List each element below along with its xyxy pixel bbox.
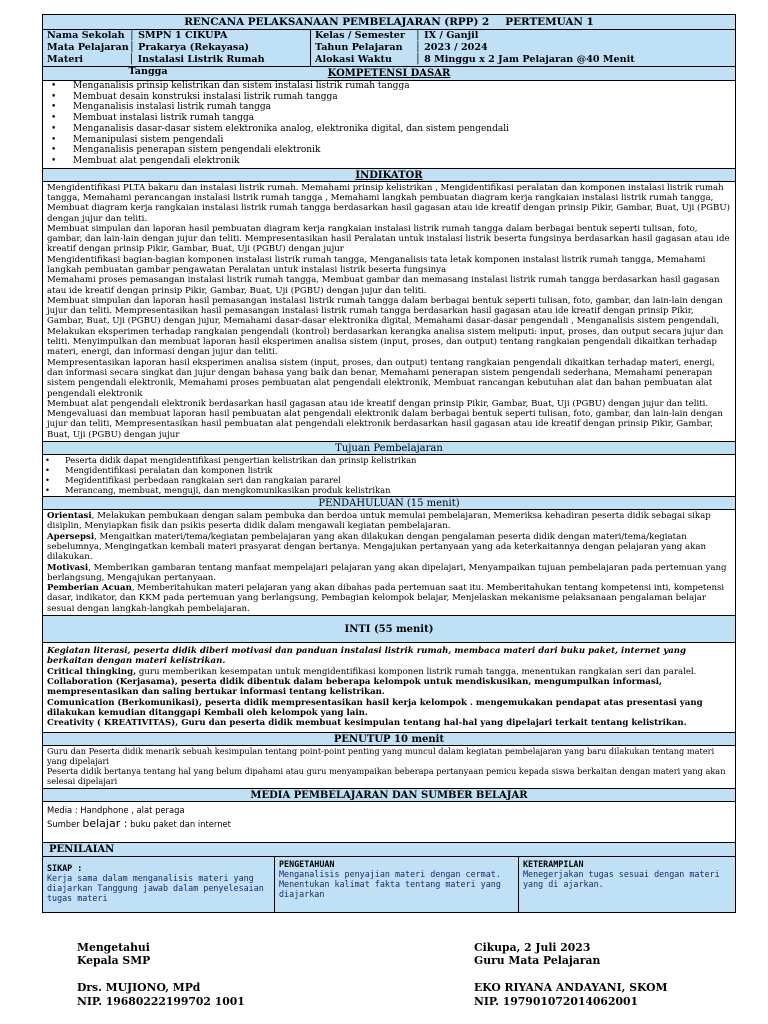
inti-creativity: Creativity ( KREATIVITAS), Guru dan peserta didik membuat kesimpulan tentang hal-hal yang dipelajari terkait tentang kelistrikan. (47, 718, 687, 729)
indikator-body (43, 182, 735, 441)
teacher-name: EKO RIYANA ANDAYANI, SKOM (474, 981, 668, 995)
identity-row: Materi │ Instalasi Listrik Rumah Tangga (47, 54, 265, 77)
inti-collaboration: Collaboration (Kerjasama), peserta didik dibentuk dalam beberapa kelompok untuk mendiskusikan, mengumpulkan informasi, mempresentasikan dan saling bertukar informasi tentang kelistrikan. (47, 676, 662, 698)
document-header (43, 15, 735, 30)
list-item: • Megidentifikasi perbedaan rangkaian seri dan rangkaian pararel (45, 475, 735, 485)
kompetensi-dasar-heading: KOMPETENSI DASAR (43, 67, 735, 81)
media-heading: MEDIA PEMBELAJARAN DAN SUMBER BELAJAR (43, 788, 735, 802)
identity-row: Alokasi Waktu │ 8 Minggu x 2 Jam Pelajaran @40 Menit (315, 54, 635, 65)
identity-row: Nama Sekolah │ SMPN 1 CIKUPA (47, 30, 228, 41)
indikator-heading: INDIKATOR (43, 168, 735, 182)
pendahuluan-item: Orientasi, Melakukan pembukaan dengan salam pembuka dan berdoa untuk memulai pembelajaran, Memeriksa kehadiran peserta didik sebagai sikap disiplin, Menyiapkan fisik dan psikis peserta didik dalam mengawali kegiatan pembelajaran. (47, 511, 711, 532)
inti-literasi: Kegiatan literasi, peserta didik diberi motivasi dan panduan instalasi listrik rumah, membaca materi dari buku paket, internet yang berkaitan dengan materi kelistrikan. (47, 646, 687, 667)
indikator-paragraph: Membuat alat pengendali elektronik berdasarkan hasil gagasan atau ide kreatif dengan prinsip Pikir, Gambar, Buat, Uji (PGBU) dengan jujur dan teliti. Mengevaluasi dan membuat laporan hasil pembuatan alat pengendali elektronik dalam berbagai bentuk seperti tulisan, foto, gambar, dan lain-lain dengan jujur dan teliti, Mempresentasikan hasil pembuatan alat pengendali elektronik berdasarkan hasil gagasan atau ide kreatif dengan prinsip Pikir, Gambar, Buat, Uji (PGBU) dengan jujur (47, 398, 723, 440)
identity-row: Kelas / Semester │ IX / Ganjil (315, 30, 479, 41)
inti-body (43, 643, 735, 732)
pendahuluan-item: Pemberian Acuan, Memberitahukan materi pelajaran yang akan dibahas pada pertemuan saat itu. Memberitahukan tentang kompetensi inti, kompetensi dasar, indikator, dan KKM pada pertemuan yang berlangsung, Pembagian kelompok belajar, Menjelaskan mekanisme pelaksanaan pengalaman belajar sesuai dengan langkah-langkah pembelajaran. (47, 583, 725, 614)
list-item: • Merancang, membuat, menguji, dan mengkomunikasikan produk kelistrikan (45, 485, 735, 495)
rpp-document (42, 14, 736, 913)
sumber-line: Sumber belajar : buku paket dan internet (47, 816, 231, 830)
keterampilan-title: KETERAMPILAN (523, 858, 584, 869)
identity-row: Mata Pelajaran │ Prakarya (Rekayasa) (47, 42, 250, 53)
penutup-body (43, 746, 735, 787)
list-item: • Membuat instalasi listrik rumah tangga (51, 113, 735, 124)
penilaian-pengetahuan (275, 857, 519, 912)
penilaian-sikap (43, 857, 275, 912)
inti-critical: Critical thingking, guru memberikan kesempatan untuk mengidentifikasi komponen listrik rumah tangga, menentukan rangkaian seri dan paralel. (47, 666, 697, 677)
list-item: • Menganalisis prinsip kelistrikan dan sistem instalasi listrik rumah tangga (51, 81, 735, 92)
pendahuluan-item: Motivasi, Memberikan gambaran tentang manfaat mempelajari pelajaran yang akan dipelajari, Menyampaikan tujuan pembelajaran pada pertemuan yang berlangsung, Mengajukan pertanyaan. (47, 562, 727, 583)
indikator-paragraph: Mempresentasikan laporan hasil eksperimen analisa sistem (input, proses, dan output) tentang rangkaian pengendali dikaitkan terhadap materi, energi, dan informasi secara singkat dan jujur dengan bahasa yang baik dan benar, Memahami penerapan sistem pengendali sederhana, Memahami penerapan sistem pengendali elektronik, Memahami proses pembuatan alat pengendali elektronik, Membuat rancangan kebutuhan alat dan bahan pembuatan alat pengendali elektronik (47, 357, 715, 399)
penutup-paragraph: Peserta didik bertanya tentang hal yang belum dipahami atau guru menyampaikan beberapa pertanyaan pemicu kepada siswa berkaitan dengan materi yang akan selesai dipelajari (47, 765, 726, 786)
indikator-paragraph: Membuat simpulan dan laporan hasil pembuatan diagram kerja rangkaian instalasi listrik rumah tangga dalam berbagai bentuk seperti tulisan, foto, gambar, dan lain-lain dengan jujur dan teliti. Mempresentasikan hasil Peralatan untuk instalasi listrik beserta fungsinya berdasarkan hasil gagasan atau ide kreatif dengan prinsip Pikir, Gambar, Buat, Uji (PGBU) dengan jujur (47, 223, 730, 255)
sikap-title: SIKAP : (47, 862, 83, 873)
inti-heading: INTI (55 menit) (43, 615, 735, 643)
pengetahuan-text: Menganalisis penyajian materi dengan cermat. (279, 868, 501, 879)
pendahuluan-heading: PENDAHULUAN (15 menit) (43, 496, 735, 510)
tujuan-list (43, 455, 735, 496)
media-body (43, 802, 735, 842)
keterampilan-text: Menegerjakan tugas sesuai dengan materi yang di ajarkan. (523, 868, 720, 889)
pengetahuan-text: Menentukan kalimat fakta tentang materi yang diajarkan (279, 878, 501, 899)
list-item: • Membuat alat pengendali elektronik (51, 156, 735, 167)
sikap-text: Kerja sama dalam menganalisis materi yang diajarkan Tanggung jawab dalam penyelesaian tugas materi (47, 872, 264, 903)
pengetahuan-title: PENGETAHUAN (279, 858, 335, 869)
indikator-paragraph: Mengidentifikasi bagian-bagian komponen instalasi listrik rumah tangga, Menganalisis tata letak komponen instalasi listrik rumah tangga, Memahami langkah pembuatan gambar pengawatan Peralatan untuk instalasi listrik beserta fungsinya (47, 254, 706, 275)
teacher-nip: NIP. 197901072014062001 (474, 994, 638, 1008)
penutup-heading: PENUTUP 10 menit (43, 732, 735, 746)
list-item: • Memanipulasi sistem pengendali (51, 135, 735, 146)
inti-communication: Comunication (Berkomunikasi), peserta didik mempresentasikan hasil kerja kelompok . mengemukakan pendapat atas presentasi yang dilakukan kemudian ditanggapi Kembali oleh kelompok yang lain. (47, 697, 703, 718)
tujuan-heading: Tujuan Pembelajaran (43, 441, 735, 455)
pendahuluan-body (43, 510, 735, 615)
signature-right: Cikupa, 2 Juli 2023 Guru Mata Pelajaran EKO RIYANA ANDAYANI, SKOM NIP. 197901072014062001 (474, 941, 668, 1008)
indikator-paragraph: Memahami proses pemasangan instalasi listrik rumah tangga, Membuat gambar dan memasang instalasi listrik rumah tangga berdasarkan hasil gagasan atau ide kreatif dengan prinsip Pikir, Gambar, Buat, Uji (PGBU) dengan jujur dan teliti. (47, 275, 720, 296)
penilaian-heading: PENILAIAN (43, 842, 735, 856)
identity-right (311, 30, 639, 66)
list-item: • Menganalisis penerapan sistem pengendali elektronik (51, 145, 735, 156)
identity-left (43, 30, 311, 77)
principal-nip: NIP. 19680222199702 1001 (77, 994, 245, 1008)
kompetensi-dasar-list (43, 81, 735, 168)
meeting-label: PERTEMUAN 1 (505, 16, 594, 28)
list-item: • Mengidentifikasi peralatan dan komponen listrik (45, 465, 735, 475)
penilaian-grid (43, 856, 735, 912)
indikator-paragraph: Mengidentifikasi PLTA bakaru dan instalasi listrik rumah. Memahami prinsip kelistrikan , Mengidentifikasi peralatan dan komponen instalasi listrik rumah tangga, Memahami perancangan instalasi listrik rumah tangga , Memahami langkah pembuatan diagram kerja rangkaian instalasi listrik rumah tangga, Membuat diagram kerja rangkaian instalasi listrik rumah tangga berdasarkan hasil gagasan atau ide kreatif dengan prinsip Pikir, Gambar, Buat, Uji (PGBU) dengan jujur dan teliti. (47, 182, 730, 224)
identity-row: Tahun Pelajaran │ 2023 / 2024 (315, 42, 488, 53)
list-item: • Menganalisis instalasi listrik rumah tangga (51, 102, 735, 113)
penutup-paragraph: Guru dan Peserta didik menarik sebuah kesimpulan tentang point-point penting yang muncul dalam kegiatan pembelajaran yang baru dilakukan tentang materi yang dipelajari (47, 746, 715, 767)
principal-name: Drs. MUJIONO, MPd (77, 981, 201, 995)
penilaian-keterampilan (519, 857, 735, 912)
list-item: • Membuat desain konstruksi instalasi listrik rumah tangga (51, 92, 735, 103)
list-item: • Peserta didik dapat mengidentifikasi pengertian kelistrikan dan prinsip kelistrikan (45, 455, 735, 465)
media-line: Media : Handphone , alat peraga (47, 804, 185, 815)
document-title: RENCANA PELAKSANAAN PEMBELAJARAN (RPP) 2 (184, 16, 490, 28)
signature-left: Mengetahui Kepala SMP Drs. MUJIONO, MPd NIP. 19680222199702 1001 (77, 941, 245, 1008)
indikator-paragraph: Membuat simpulan dan laporan hasil pemasangan instalasi listrik rumah tangga dalam berbagai bentuk seperti tulisan, foto, gambar, dan lain-lain dengan jujur dan teliti. Mempresentasikan hasil pemasangan instalasi listrik rumah tangga berdasarkan hasil gagasan atau ide kreatif dengan prinsip Pikir, Gambar, Buat, Uji (PGBU) dengan jujur, Memahami dasar-dasar elektronika digital, Memahami dasar-dasar pengendali , Menganalisis sistem pengendali, Melakukan eksperimen terhadap rangkaian pengendali (kontrol) berdasarkan kerangka analisa sistem meliputi: input, proses, dan output secara jujur dan teliti. Menyimpulkan dan membuat laporan hasil eksperimen analisa sistem (input, proses, dan output) tentang rangkaian pengendali dikaitkan terhadap materi, energi, dan informasi dengan jujur dan teliti. (47, 295, 724, 358)
list-item: • Menganalisis dasar-dasar sistem elektronika analog, elektronika digital, dan sistem pengendali (51, 124, 735, 135)
pendahuluan-item: Apersepsi, Mengaitkan materi/tema/kegiatan pembelajaran yang akan dilakukan dengan pengalaman peserta didik dengan materi/tema/kegiatan sebelumnya, Mengingatkan kembali materi prasyarat dengan bertanya. Mengajukan pertanyaan yang ada keterkaitannya dengan pelajaran yang akan dilakukan. (47, 531, 706, 563)
